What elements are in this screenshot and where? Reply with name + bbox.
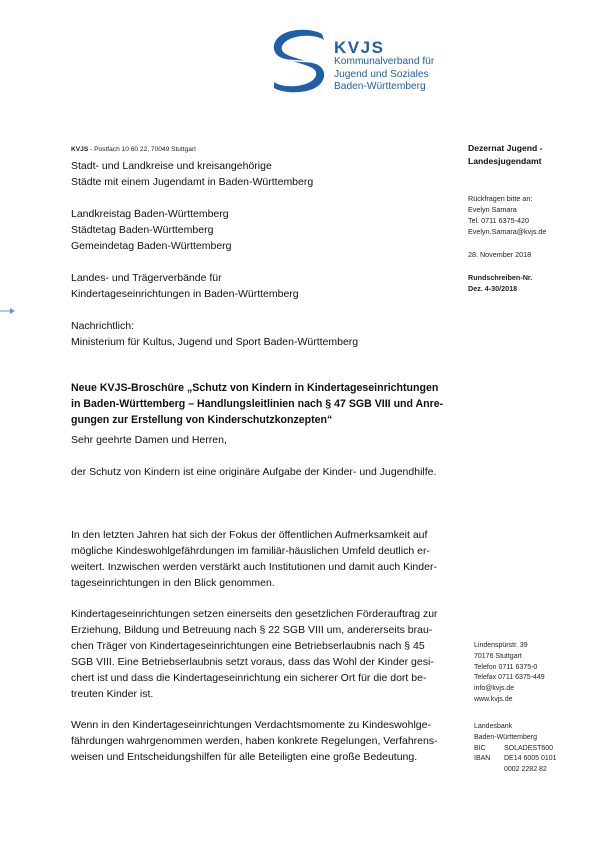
paragraph-line: Erziehung, Bildung und Betreuung nach § 22 SGB VIII um, andererseits brau- (71, 624, 433, 636)
recipient-line: Stadt- und Landkreise und kreisangehörige (71, 160, 272, 172)
paragraph-line: chert ist und dass die Kindertageseinrichtung ein sicherer Ort für die dort be- (71, 672, 427, 684)
logo-subtitle-line: Baden-Württemberg (334, 81, 426, 92)
circular-number: Dez. 4-30/2018 (468, 284, 518, 293)
paragraph-2 (71, 527, 461, 591)
recipient-line: Nachrichtlich: (71, 320, 135, 332)
sender-line (71, 146, 196, 153)
bic-row (474, 744, 557, 755)
logo-subtitle (334, 56, 434, 94)
footer-bank (474, 722, 557, 776)
salutation: Sehr geehrte Damen und Herren, (71, 434, 227, 446)
footer-address (474, 641, 545, 706)
paragraph-line: weisen und Entscheidungshilfen für alle Beteiligten eine große Bedeutung. (71, 751, 418, 763)
paragraph-line: treuten Kinder ist. (71, 688, 154, 700)
letter-date: 28. November 2018 (468, 250, 532, 259)
recipient-line: Landkreistag Baden-Württemberg (71, 208, 229, 220)
paragraph-3 (71, 606, 461, 702)
logo-lower-swoosh (274, 60, 324, 92)
footer-address-line: Telefon 0711 6375-0 (474, 663, 538, 671)
paragraph-line: Kindertageseinrichtungen setzen einerseits den gesetzlichen Förderauftrag zur (71, 608, 438, 620)
logo-subtitle-line: Kommunalverband für (334, 56, 435, 67)
contact-block (468, 193, 546, 237)
department-line: Landesjugendamt (468, 155, 542, 166)
paragraph-line: fährdungen wahrgenommen werden, haben konkrete Regelungen, Verfahrens- (71, 735, 438, 747)
contact-email[interactable]: Evelyn.Samara@kvjs.de (468, 227, 547, 236)
recipient-group-3 (71, 270, 299, 302)
footer-email[interactable]: info@kvjs.de (474, 685, 515, 693)
paragraph-1 (71, 464, 461, 480)
iban-label: IBAN (474, 755, 491, 763)
iban-row (474, 754, 557, 765)
paragraph-line: SGB VIII. Eine Betriebserlaubnis setzt voraus, dass das Wohl der Kinder gesi- (71, 656, 434, 668)
circular-label: Rundschreiben-Nr. (468, 273, 533, 282)
subject-line: in Baden-Württemberg – Handlungsleitlinien nach § 47 SGB VIII und Anre- (71, 398, 444, 411)
subject-line: gungen zur Erstellung von Kinderschutzkonzepten“ (71, 414, 333, 427)
department-title (468, 142, 543, 167)
paragraph-line: chen Träger von Kindertageseinrichtungen eine Betriebserlaubnis nach § 45 (71, 640, 425, 652)
paragraph-line: der Schutz von Kindern ist eine originäre Aufgabe der Kinder- und Jugendhilfe. (71, 466, 437, 478)
subject-line: Neue KVJS-Broschüre „Schutz von Kindern in Kindertageseinrichtungen (71, 382, 439, 394)
recipient-line: Städtetag Baden-Württemberg (71, 224, 214, 236)
contact-phone: Tel. 0711 6375-420 (468, 216, 530, 225)
paragraph-4 (71, 717, 461, 765)
fold-mark-arrow-icon (0, 307, 16, 315)
iban-row-cont (474, 765, 557, 776)
kvjs-logo-icon (268, 28, 330, 94)
bank-name-line: Landesbank (474, 723, 513, 730)
paragraph-line: Wenn in den Kindertageseinrichtungen Verdachtsmomente zu Kindeswohlge- (71, 719, 431, 731)
logo-subtitle-line: Jugend und Soziales (334, 68, 429, 80)
paragraph-line: In den letzten Jahren hat sich der Fokus der öffentlichen Aufmerksamkeit auf (71, 529, 428, 541)
recipient-line: Städte mit einem Jugendamt in Baden-Württemberg (71, 176, 314, 188)
recipient-line: Landes- und Trägerverbände für (71, 272, 222, 284)
iban-value-cont: 0002 2282 82 (504, 766, 547, 774)
paragraph-line: tageseinrichtungen in den Blick genommen. (71, 577, 275, 589)
recipient-line: Ministerium für Kultus, Jugend und Sport Baden-Württemberg (71, 336, 359, 348)
recipient-line: Gemeindetag Baden-Württemberg (71, 240, 232, 252)
bic-value: SOLADEST600 (504, 744, 554, 752)
contact-label: Rückfragen bitte an: (468, 194, 533, 203)
recipient-line: Kindertageseinrichtungen in Baden-Württemberg (71, 288, 299, 300)
paragraph-line: weitert. Inzwischen werden verstärkt auch Institutionen und damit auch Kinder- (71, 561, 437, 573)
recipient-group-4 (71, 318, 358, 350)
iban-value: DE14 6005 0101 (504, 755, 557, 763)
recipient-group-2 (71, 206, 232, 254)
logo-name: KVJS (334, 38, 385, 57)
department-line: Dezernat Jugend - (468, 143, 543, 153)
recipient-group-1 (71, 158, 313, 190)
footer-address-line: Telefax 0711 6375-449 (474, 674, 545, 682)
footer-address-line: Lindenspürstr. 39 (474, 642, 528, 649)
footer-address-line: 70176 Stuttgart (474, 652, 522, 660)
sender-address: - Postfach 10 60 22, 70049 Stuttgart (88, 146, 197, 153)
circular-block (468, 272, 532, 294)
paragraph-line: mögliche Kindeswohlgefährdungen im familiär-häuslichen Umfeld deutlich er- (71, 545, 430, 557)
bank-name-line: Baden-Württemberg (474, 733, 538, 741)
footer-website[interactable]: www.kvjs.de (474, 695, 513, 703)
contact-name: Evelyn Samara (468, 205, 517, 214)
bic-label: BIC (474, 744, 486, 752)
logo-upper-swoosh (274, 30, 324, 62)
letter-subject (71, 380, 461, 429)
sender-org: KVJS (71, 146, 89, 153)
